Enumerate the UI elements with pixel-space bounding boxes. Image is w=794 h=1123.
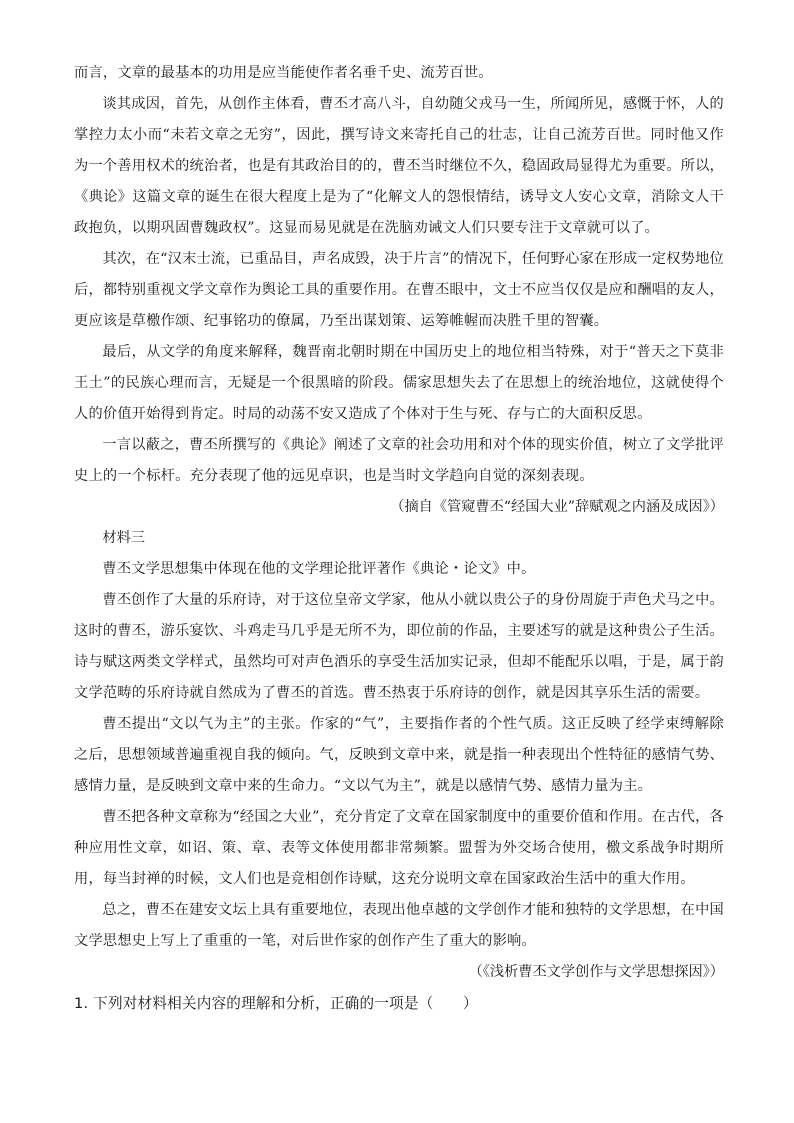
article-body xyxy=(74,58,724,1019)
paragraph-yuefu: 曹丕创作了大量的乐府诗，对于这位皇帝文学家，他从小就以贵公子的身份周旋于声色犬马之中。这时的曹丕，游乐宴饮、斗鸡走马几乎是无所不为，即位前的作品，主要述写的就是这种贵公子生活。诗与赋这两类文学样式，虽然均可对声色酒乐的享受生活加实记录，但却不能配乐以唱，于是，属于韵文学范畴的乐府诗就自然成为了曹丕的首选。曹丕热衷于乐府诗的创作，就是因其享乐生活的需要。 xyxy=(74,592,724,701)
paragraph-jingguo: 曹丕把各种文章称为“经国之大业”，充分肯定了文章在国家制度中的重要价值和作用。在古代，各种应用性文章，如诏、策、章、表等文体使用都非常频繁。盟誓为外交场合使用，檄文系战争时期所用，每当封禅的时候，文人们也是竞相创作诗赋，这充分说明文章在国家政治生活中的重大作用。 xyxy=(74,809,724,887)
material-three-heading: 材料三 xyxy=(102,530,145,546)
paragraph-causes-last: 最后，从文学的角度来解释，魏晋南北朝时期在中国历史上的地位相当特殊，对于“普天之下莫非王土”的民族心理而言，无疑是一个很黑暗的阶段。儒家思想失去了在思想上的统治地位，这就使得个人的价值开始得到肯定。时局的动荡不安又造成了个体对于生与死、存与亡的大面积反思。 xyxy=(74,344,724,422)
paragraph-m3-intro: 曹丕文学思想集中体现在他的文学理论批评著作《典论・论文》中。 xyxy=(102,561,536,577)
paragraph-conclusion: 总之，曹丕在建安文坛上具有重要地位，表现出他卓越的文学创作才能和独特的文学思想，在中国文学思想史上写上了重重的一笔，对后世作家的创作产生了重大的影响。 xyxy=(74,902,724,949)
question-1: 1. 下列对材料相关内容的理解和分析，正确的一项是（ ） xyxy=(74,995,478,1012)
paragraph-summary: 一言以蔽之，曹丕所撰写的《典论》阐述了文章的社会功用和对个体的现实价值，树立了文学批评史上的一个标杆。充分表现了他的远见卓识，也是当时文学趋向自觉的深刻表现。 xyxy=(74,437,724,484)
paragraph-causes-first: 谈其成因，首先，从创作主体看，曹丕才高八斗，自幼随父戎马一生，所闻所见，感慨于怀，人的掌控力太小而“未若文章之无穷”，因此，撰写诗文来寄托自己的壮志，让自己流芳百世。同时他又作为一个善用权术的统治者，也是有其政治目的的，曹丕当时继位不久，稳固政局显得尤为重要。所以，《典论》这篇文章的诞生在很大程度上是为了“化解文人的怨恨情结，诱导文人安心文章，消除文人干政抱负，以期巩固曹魏政权”。这显而易见就是在洗脑劝诫文人们只要专注于文章就可以了。 xyxy=(74,96,724,236)
paragraph-wen-yi-qi: 曹丕提出“文以气为主”的主张。作家的“气”，主要指作者的个性气质。这正反映了经学束缚解除之后，思想领域普遍重视自我的倾向。气，反映到文章中来，就是指一种表现出个性特征的感情气势、感情力量，是反映到文章中来的生命力。“文以气为主”，就是以感情气势、感情力量为主。 xyxy=(74,716,724,794)
source-citation-2: （摘自《管窥曹丕“经国大业”辞赋观之内涵及成因》） xyxy=(390,499,724,515)
source-citation-3: （《浅析曹丕文学创作与文学思想探因》） xyxy=(468,964,724,980)
paragraph-causes-second: 其次，在“汉末士流，已重品目，声名成毁，决于片言”的情况下，任何野心家在形成一定权势地位后，都特别重视文学文章作为舆论工具的重要作用。在曹丕眼中，文士不应当仅仅是应和酬唱的友人，更应该是草檄作颂、纪事铭功的僚属，乃至出谋划策、运筹帷幄而决胜千里的智囊。 xyxy=(74,251,724,329)
paragraph-continued: 而言，文章的最基本的功用是应当能使作者名垂千史、流芳百世。 xyxy=(74,65,493,81)
